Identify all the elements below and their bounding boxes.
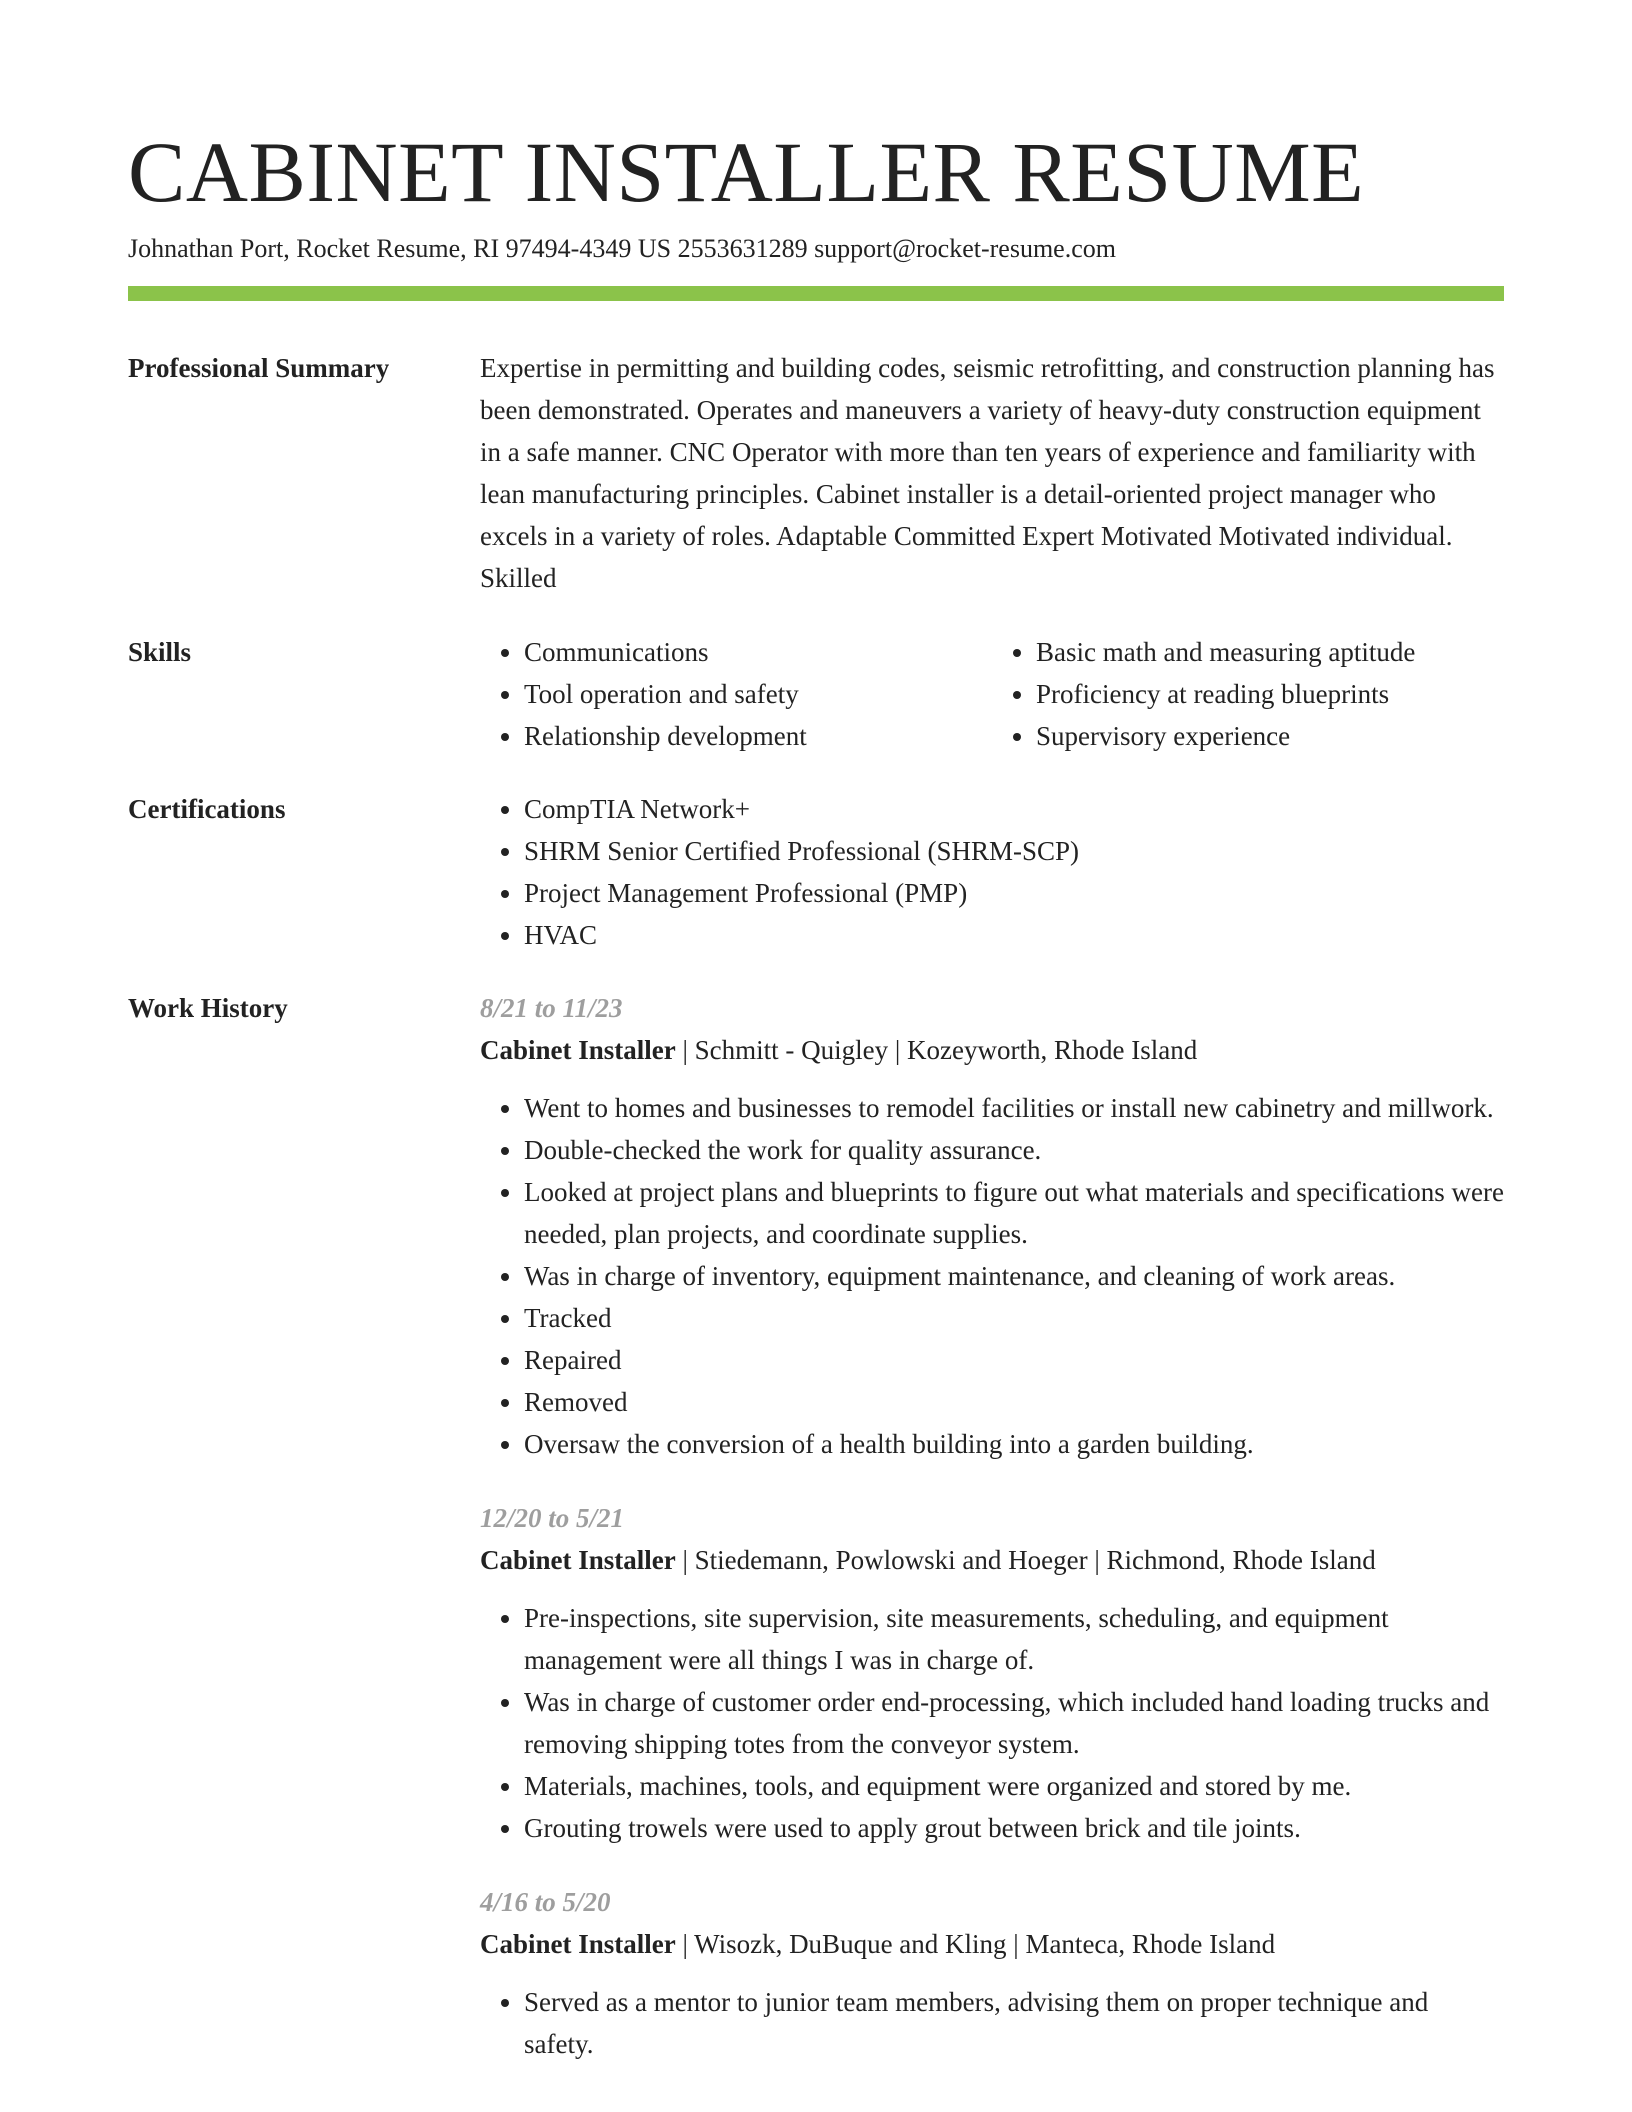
- contact-line: Johnathan Port, Rocket Resume, RI 97494-4349 US 2553631289 support@rocket-resume.com: [128, 234, 1116, 263]
- skills-list-right: [992, 631, 1504, 757]
- job-entry: [480, 1497, 1504, 1849]
- job-bullet: • Served as a mentor to junior team members, advising them on proper technique and safety.: [524, 1981, 1504, 2065]
- job-company-location: | Schmitt - Quigley | Kozeyworth, Rhode Island: [675, 1035, 1198, 1065]
- skills-list-left: [480, 631, 992, 757]
- job-bullet: • Was in charge of inventory, equipment maintenance, and cleaning of work areas.: [524, 1255, 1504, 1297]
- skill-item: • Supervisory experience: [1036, 715, 1504, 757]
- job-bullets: [480, 1597, 1504, 1849]
- job-title: Cabinet Installer: [480, 1035, 676, 1065]
- job-bullets: [480, 1087, 1504, 1465]
- section-label-certifications: Certifications: [128, 794, 286, 824]
- summary-text: Expertise in permitting and building codes, seismic retrofitting, and construction planning has been demonstrated. Operates and maneuvers a variety of heavy-duty construction equipment in a safe manner. CNC Operator with more than ten years of experience and familiarity with lean manufacturing principles. Cabinet installer is a detail-oriented project manager who excels in a variety of roles. Adaptable Committed Expert Motivated Motivated individual. Skilled: [480, 353, 1495, 593]
- job-bullet: • Tracked: [524, 1297, 1504, 1339]
- job-bullet: • Repaired: [524, 1339, 1504, 1381]
- job-bullet: • Looked at project plans and blueprints to figure out what materials and specifications were needed, plan projects, and coordinate supplies.: [524, 1171, 1504, 1255]
- job-entry: [480, 1881, 1504, 2065]
- job-dates: 4/16 to 5/20: [480, 1887, 611, 1917]
- certifications-section: [480, 788, 1504, 956]
- certification-item: • CompTIA Network+: [524, 788, 1504, 830]
- skill-item: • Relationship development: [524, 715, 992, 757]
- job-title: Cabinet Installer: [480, 1929, 676, 1959]
- job-heading: [480, 1923, 1504, 1965]
- summary-section: [480, 347, 1504, 599]
- skill-item: • Communications: [524, 631, 992, 673]
- job-bullet: • Pre-inspections, site supervision, site measurements, scheduling, and equipment management were all things I was in charge of.: [524, 1597, 1504, 1681]
- job-bullet: • Materials, machines, tools, and equipment were organized and stored by me.: [524, 1765, 1504, 1807]
- job-company-location: | Stiedemann, Powlowski and Hoeger | Richmond, Rhode Island: [675, 1545, 1376, 1575]
- section-label-summary: Professional Summary: [128, 353, 390, 383]
- job-heading: [480, 1029, 1504, 1071]
- resume-title: CABINET INSTALLER RESUME: [128, 124, 1365, 220]
- skills-columns: [480, 631, 1504, 757]
- certification-item: • SHRM Senior Certified Professional (SHRM-SCP): [524, 830, 1504, 872]
- job-company-location: | Wisozk, DuBuque and Kling | Manteca, Rhode Island: [675, 1929, 1276, 1959]
- section-label-work-history: Work History: [128, 993, 288, 1023]
- skill-item: • Proficiency at reading blueprints: [1036, 673, 1504, 715]
- job-bullet: • Oversaw the conversion of a health building into a garden building.: [524, 1423, 1504, 1465]
- section-label-skills: Skills: [128, 637, 192, 667]
- job-bullets: [480, 1981, 1504, 2065]
- job-bullet: • Went to homes and businesses to remodel facilities or install new cabinetry and millwork.: [524, 1087, 1504, 1129]
- skills-section: [480, 631, 1504, 757]
- skill-item: • Tool operation and safety: [524, 673, 992, 715]
- job-entry: [480, 987, 1504, 1465]
- certifications-list: [480, 788, 1504, 956]
- job-heading: [480, 1539, 1504, 1581]
- job-dates: 12/20 to 5/21: [480, 1503, 625, 1533]
- job-bullet: • Removed: [524, 1381, 1504, 1423]
- work-history-section: [480, 987, 1504, 2097]
- job-dates: 8/21 to 11/23: [480, 993, 623, 1023]
- job-title: Cabinet Installer: [480, 1545, 676, 1575]
- skill-item: • Basic math and measuring aptitude: [1036, 631, 1504, 673]
- certification-item: • HVAC: [524, 914, 1504, 956]
- job-bullet: • Grouting trowels were used to apply grout between brick and tile joints.: [524, 1807, 1504, 1849]
- job-bullet: • Was in charge of customer order end-processing, which included hand loading trucks and removing shipping totes from the conveyor system.: [524, 1681, 1504, 1765]
- job-bullet: • Double-checked the work for quality assurance.: [524, 1129, 1504, 1171]
- header-divider: [128, 286, 1504, 301]
- certification-item: • Project Management Professional (PMP): [524, 872, 1504, 914]
